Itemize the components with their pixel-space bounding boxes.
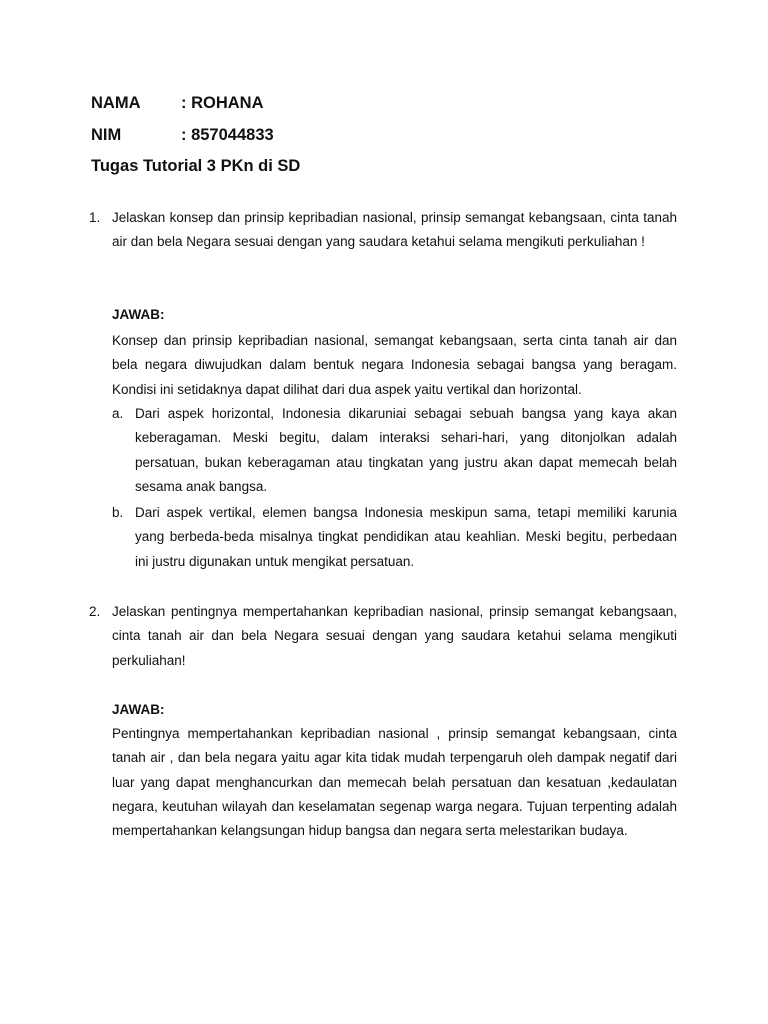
answer-paragraph: Konsep dan prinsip kepribadian nasional, semangat kebangsaan, serta cinta tanah air dan bela negara diwujudkan dalam bentuk negara Indonesia sebagai bangsa yang beragam. Kondisi ini setidaknya dapat dilihat dari dua aspek yaitu vertikal dan horizontal.: [112, 333, 677, 397]
assignment-title: Tugas Tutorial 3 PKn di SD: [91, 157, 301, 175]
list-item-label: a.: [112, 406, 124, 421]
name-row: [91, 93, 264, 113]
question-text: Jelaskan pentingnya mempertahankan kepribadian nasional, prinsip semangat kebangsaan, cinta tanah air dan bela Negara sesuai dengan yang saudara ketahui selama mengikuti perkuliahan!: [112, 604, 677, 668]
nim-row: [91, 125, 274, 145]
answer-label: JAWAB:: [112, 307, 165, 322]
list-item-text: Dari aspek horizontal, Indonesia dikaruniai sebagai sebuah bangsa yang kaya akan keberagaman. Meski begitu, dalam interaksi sehari-hari, yang ditonjolkan adalah persatuan, bukan keberagaman atau tingkatan yang justru akan dapat memecah belah sesama anak bangsa.: [135, 406, 677, 494]
question-text: Jelaskan konsep dan prinsip kepribadian nasional, prinsip semangat kebangsaan, cinta tanah air dan bela Negara sesuai dengan yang saudara ketahui selama mengikuti perkuliahan !: [112, 210, 677, 250]
nim-value: : 857044833: [181, 126, 274, 144]
list-item-text: Dari aspek vertikal, elemen bangsa Indonesia meskipun sama, tetapi memiliki karunia yang berbeda-beda misalnya tingkat pendidikan atau keahlian. Meski begitu, perbedaan ini justru digunakan untuk mengikat persatuan.: [135, 505, 677, 569]
name-label: NAMA: [91, 94, 141, 112]
answer-label: JAWAB:: [112, 702, 165, 717]
question-number: 1.: [89, 210, 101, 225]
name-value: : ROHANA: [181, 94, 264, 112]
nim-label: NIM: [91, 126, 122, 144]
list-item-label: b.: [112, 505, 124, 520]
answer-paragraph: Pentingnya mempertahankan kepribadian nasional , prinsip semangat kebangsaan, cinta tanah air , dan bela negara yaitu agar kita tidak mudah terpengaruh oleh dampak negatif dari luar yang dapat menghancurkan dan memecah belah persatuan dan kesatuan ,kedaulatan negara, keutuhan wilayah dan keselamatan segenap warga negara. Tujuan terpenting adalah mempertahankan kelangsungan hidup bangsa dan negara serta melestarikan budaya.: [112, 726, 677, 839]
question-number: 2.: [89, 604, 101, 619]
